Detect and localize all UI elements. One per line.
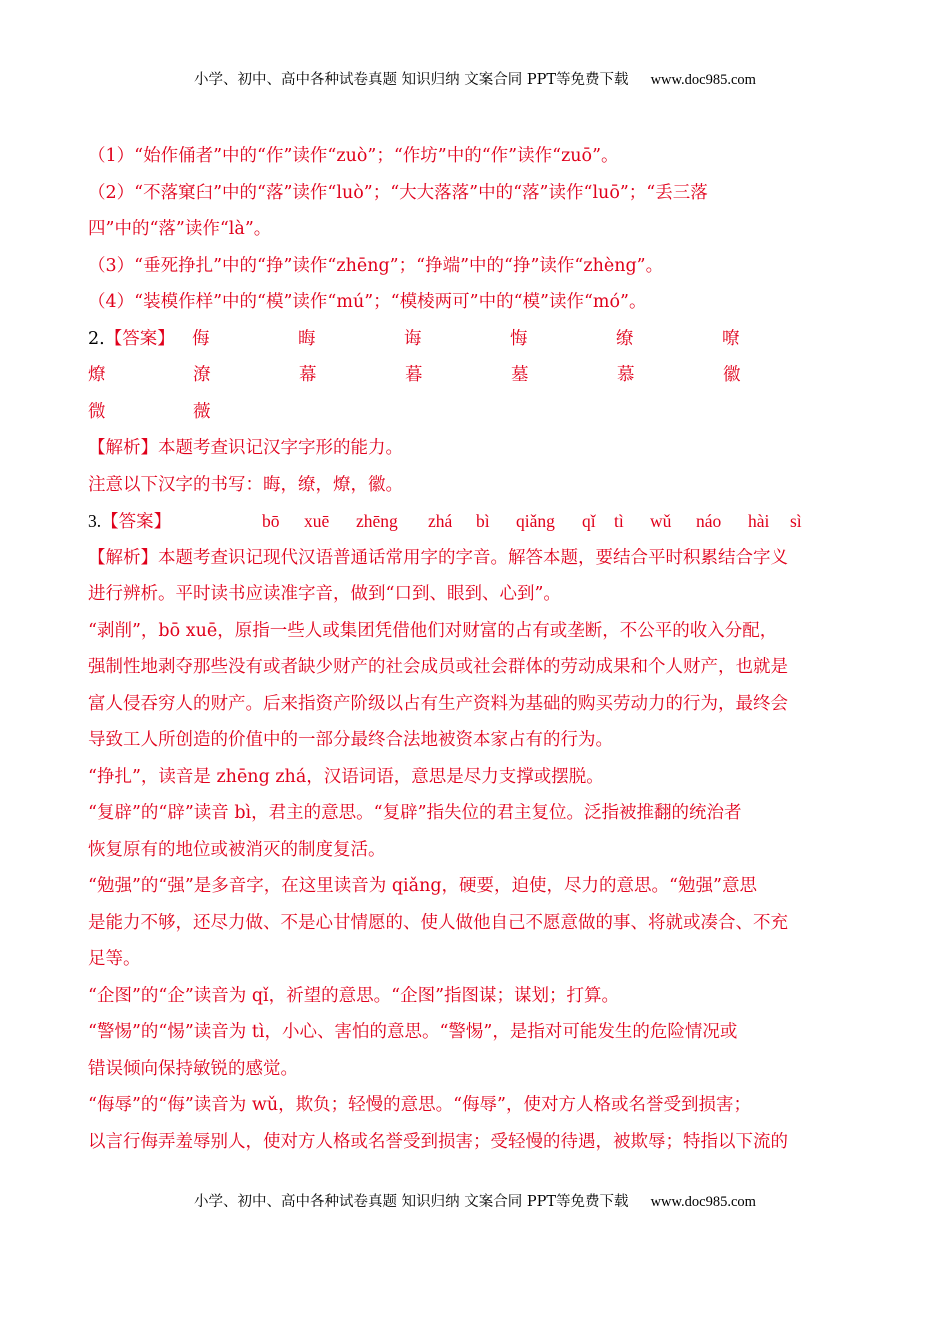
- q2-number: 2.: [88, 328, 105, 349]
- analysis-text: 本题考查识记汉字字形的能力。: [158, 438, 403, 458]
- q3-line: 进行辨析。平时读书应读准字音，做到“口到、眼到、心到”。: [88, 584, 561, 604]
- answer-char: 墓: [511, 365, 529, 385]
- q3-answer-row: [88, 503, 858, 540]
- footer-text: 小学、初中、高中各种试卷真题 知识归纳 文案合同 PPT等免费下载: [194, 1194, 629, 1210]
- answer-char: 暮: [405, 365, 423, 385]
- answer-char: 侮: [192, 328, 210, 349]
- q3-line: 富人侵吞穷人的财产。后来指资产阶级以占有生产资料为基础的购买劳动力的行为，最终会: [88, 693, 788, 714]
- q3-line: 强制性地剥夺那些没有或者缺少财产的社会成员或社会群体的劳动成果和个人财产，也就是: [88, 657, 788, 677]
- q1-line: （1）“始作俑者”中的“作”读作“zuò”；“作坊”中的“作”读作“zuō”。: [88, 146, 619, 166]
- answer-char: 微: [88, 401, 106, 422]
- pinyin: náo: [696, 511, 722, 531]
- pinyin: bō: [262, 511, 280, 531]
- q3-line: 错误倾向保持敏锐的感觉。: [88, 1058, 298, 1079]
- q1-line: （3）“垂死挣扎”中的“挣”读作“zhēng”；“挣端”中的“挣”读作“zhèng”。: [88, 255, 664, 276]
- q3-line: “企图”的“企”读音为 qǐ，祈望的意思。“企图”指图谋；谋划；打算。: [88, 985, 620, 1006]
- q3-line: 以言行侮弄羞辱别人，使对方人格或名誉受到损害；受轻慢的待遇，被欺辱；特指以下流的: [88, 1131, 788, 1152]
- header-url[interactable]: www.doc985.com: [650, 72, 756, 88]
- answer-label: 【答案】: [101, 511, 172, 531]
- pinyin: qiǎng: [516, 511, 555, 531]
- pinyin: qǐ: [582, 511, 596, 531]
- answer-char: 慕: [617, 365, 635, 385]
- page-header: [0, 68, 950, 89]
- page-footer: [0, 1190, 950, 1211]
- answer-char: 缭: [616, 328, 634, 349]
- q3-line: “警惕”的“惕”读音为 tì，小心、害怕的意思。“警惕”，是指对可能发生的危险情况或: [88, 1022, 738, 1042]
- q1-line: （4）“装模作样”中的“模”读作“mú”；“模棱两可”中的“模”读作“mó”。: [88, 292, 647, 312]
- q3-line: “挣扎”，读音是 zhēng zhá，汉语词语，意思是尽力支撑或摆脱。: [88, 766, 604, 787]
- pinyin: sì: [790, 511, 802, 531]
- q2-note: 注意以下汉字的书写：晦，缭，燎，徽。: [88, 474, 403, 495]
- header-text: 小学、初中、高中各种试卷真题 知识归纳 文案合同 PPT等免费下载: [194, 72, 629, 88]
- analysis-label: 【解析】: [88, 438, 158, 458]
- q1-line: 四”中的“落”读作“là”。: [88, 219, 272, 239]
- footer-url[interactable]: www.doc985.com: [650, 1194, 756, 1210]
- q3-line: 恢复原有的地位或被消灭的制度复活。: [88, 839, 386, 860]
- q3-line: “剥削”，bō xuē，原指一些人或集团凭借他们对财富的占有或垄断，不公平的收入分配，: [88, 620, 778, 641]
- answer-char: 徽: [723, 365, 741, 385]
- q3-line: 导致工人所创造的价值中的一部分最终合法地被资本家占有的行为。: [88, 730, 613, 750]
- q1-line: （2）“不落窠臼”中的“落”读作“luò”；“大大落落”中的“落”读作“luō”；“丢三落: [88, 182, 708, 203]
- pinyin: zhá: [428, 511, 453, 531]
- analysis-label: 【解析】: [88, 547, 158, 568]
- answer-label: 【答案】: [104, 328, 175, 349]
- answer-char: 潦: [193, 365, 211, 385]
- q2-answer-row: [88, 394, 858, 431]
- answer-char: 悔: [510, 328, 528, 349]
- answer-char: 嘹: [722, 328, 740, 349]
- pinyin: zhēng: [356, 511, 398, 531]
- q2-analysis: [88, 430, 858, 467]
- q3-line: 足等。: [88, 949, 141, 969]
- pinyin: xuē: [304, 511, 330, 531]
- q3-line: 是能力不够，还尽力做、不是心甘情愿的、使人做他自己不愿意做的事、将就或凑合、不充: [88, 912, 788, 933]
- q2-answer-row: [88, 321, 858, 358]
- answer-char: 晦: [298, 328, 316, 349]
- q3-line: “侮辱”的“侮”读音为 wǔ，欺负；轻慢的意思。“侮辱”，使对方人格或名誉受到损害；: [88, 1095, 751, 1115]
- answer-char: 燎: [88, 365, 106, 385]
- answer-char: 诲: [404, 328, 422, 349]
- q3-line: “勉强”的“强”是多音字，在这里读音为 qiǎng，硬要，迫使，尽力的意思。“勉强”意思: [88, 876, 757, 896]
- pinyin: tì: [614, 511, 624, 531]
- q3-number: 3.: [88, 511, 102, 531]
- pinyin: bì: [476, 511, 490, 531]
- answer-char: 薇: [193, 401, 211, 422]
- q3-analysis: [88, 540, 858, 577]
- q2-answer-row: [88, 357, 858, 394]
- pinyin: wǔ: [650, 511, 672, 531]
- analysis-text: 本题考查识记现代汉语普通话常用字的字音。解答本题，要结合平时积累结合字义: [158, 547, 788, 568]
- page-content: [88, 138, 858, 1160]
- answer-char: 幕: [299, 365, 317, 385]
- pinyin: hài: [748, 511, 770, 531]
- q3-line: “复辟”的“辟”读音 bì，君主的意思。“复辟”指失位的君主复位。泛指被推翻的统治者: [88, 803, 742, 823]
